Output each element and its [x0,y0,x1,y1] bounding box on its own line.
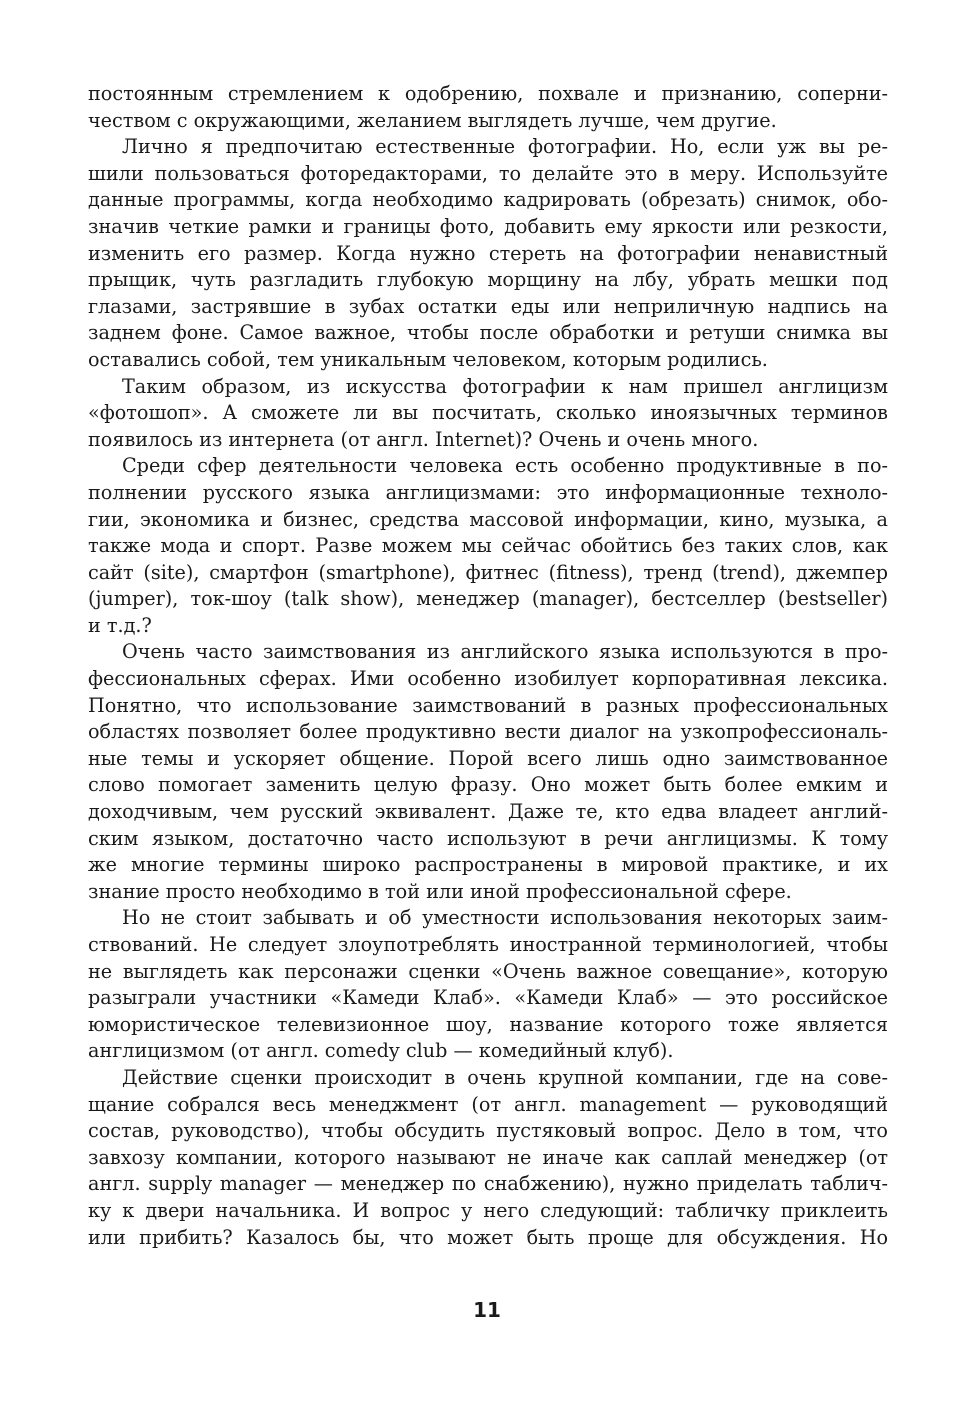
text-line: изменить его размер. Когда нужно стереть на фотографии ненавистный [88,241,888,265]
text-line: доходчивым, чем русский эквивалент. Даже те, кто едва владеет англий- [88,800,888,824]
text-line: ствований. Не следует злоупотреблять иностранной терминологией, чтобы [88,933,888,956]
text-line: состав, руководство), чтобы обсудить пустяковый вопрос. Дело в том, что [88,1119,888,1143]
text-line: прыщик, чуть разгладить глубокую морщину на лбу, убрать мешки под [88,268,888,292]
text-line: появилось из интернета (от англ. Internet)? Очень и очень много. [88,427,759,451]
text-line: знание просто необходимо в той или иной профессиональной сфере. [88,879,792,903]
paragraph [88,134,888,373]
text-line: Понятно, что использование заимствований в разных профессиональных [88,693,888,717]
text-line: Но не стоит забывать и об уместности использования некоторых заим- [122,906,888,930]
text-line: «фотошоп». А сможете ли вы посчитать, сколько иноязычных терминов [88,401,888,425]
paragraph [88,639,888,905]
page-number: 11 [473,1298,501,1322]
text-line: щание собрался весь менеджмент (от англ. management — руководящий [88,1092,888,1116]
text-line: полнении русского языка англицизмами: это информационные техноло- [88,480,888,504]
paragraph [88,453,888,639]
text-line: шили пользоваться фоторедакторами, то делайте это в меру. Используйте [88,161,888,185]
text-line: Очень часто заимствования из английского языка используются в про- [122,640,888,664]
text-line: завхозу компании, которого называют не иначе как саплай менеджер (от [88,1145,888,1169]
text-line: значив четкие рамки и границы фото, добавить ему яркости или резкости, [88,214,888,238]
paragraph [88,81,888,134]
text-line: англицизмом (от англ. comedy club — комедийный клуб). [88,1039,674,1063]
text-line: гии, экономика и бизнес, средства массовой информации, кино, музыка, а [88,507,888,531]
text-line: постоянным стремлением к одобрению, похвале и признанию, соперни- [88,82,888,105]
paragraph [88,905,888,1065]
text-line: данные программы, когда необходимо кадрировать (обрезать) снимок, обо- [88,188,888,212]
text-line: ку к двери начальника. И вопрос у него следующий: табличку приклеить [88,1198,888,1222]
page-body [88,81,888,1251]
text-line: оставались собой, тем уникальным человеком, которым родились. [88,347,768,371]
text-line: фессиональных сферах. Ими особенно изобилует корпоративная лексика. [88,667,888,691]
text-line: (jumper), ток-шоу (talk show), менеджер (manager), бестселлер (bestseller) [88,587,888,611]
text-line: областях позволяет более продуктивно вести диалог на узкопрофессиональ- [88,720,888,744]
text-line: Таким образом, из искусства фотографии к нам пришел англицизм [122,374,888,398]
text-line: не выглядеть как персонажи сценки «Очень важное совещание», которую [88,959,888,983]
text-line: также мода и спорт. Разве можем мы сейчас обойтись без таких слов, как [88,534,888,558]
text-line: англ. supply manager — менеджер по снабжению), нужно приделать таблич- [88,1172,888,1196]
text-line: же многие термины широко распространены в мировой практике, и их [88,853,888,877]
text-line: заднем фоне. Самое важное, чтобы после обработки и ретуши снимка вы [88,321,888,345]
text-line: Действие сценки происходит в очень крупной компании, где на сове- [122,1065,888,1089]
text-line: ским языком, достаточно часто используют в речи англицизмы. К тому [88,826,888,850]
text-line: ные темы и ускоряет общение. Порой всего лишь одно заимствованное [88,746,888,770]
text-line: Лично я предпочитаю естественные фотографии. Но, если уж вы ре- [122,135,888,159]
paragraph [88,374,888,454]
text-line: и т.д.? [88,613,152,637]
text-line: юмористическое телевизионное шоу, название которого тоже является [88,1012,888,1036]
paragraph [88,1065,888,1251]
text-line: или прибить? Казалось бы, что может быть проще для обсуждения. Но [88,1225,888,1249]
text-line: слово помогает заменить целую фразу. Оно может быть более емким и [88,773,888,797]
text-line: сайт (site), смартфон (smartphone), фитнес (fitness), тренд (trend), джемпер [88,560,888,584]
text-line: Среди сфер деятельности человека есть особенно продуктивные в по- [122,454,888,478]
text-line: глазами, застрявшие в зубах остатки еды или неприличную надпись на [88,294,888,318]
text-line: разыграли участники «Камеди Клаб». «Камеди Клаб» — это российское [88,986,888,1010]
text-line: чеством с окружающими, желанием выглядеть лучше, чем другие. [88,108,777,132]
